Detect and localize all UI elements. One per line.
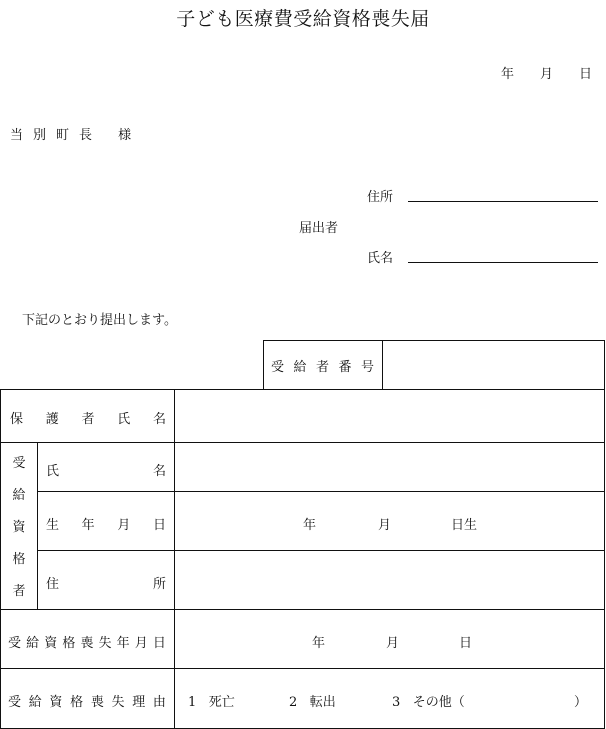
label-char: 名 [152,412,166,427]
date-day-unit: 日 [578,67,592,82]
label-char: 名 [152,464,166,479]
label-char: 喪 [90,695,104,710]
reason-option-other[interactable] [392,691,465,710]
label-char: 失 [111,695,125,710]
label-char: 保 [10,412,24,427]
label-char: 氏 [46,464,60,479]
dob-label [46,514,166,533]
intro-text: 下記のとおり提出します。 [22,313,177,328]
recipient-address-label [46,573,166,592]
applicant-address-field[interactable] [408,201,598,202]
option-text: その他（ [412,695,465,710]
table-line [0,442,605,443]
loss-date-label [8,632,166,651]
dob-day-unit: 日生 [451,518,478,533]
recipient-address-field[interactable] [176,552,603,608]
label-char: 受 [271,360,285,375]
table-line [0,389,605,390]
label-char: 理 [132,695,146,710]
label-char: 号 [360,360,374,375]
recipient-name-field[interactable] [176,444,603,490]
recipient-group-label: 受給資格者 [12,456,26,599]
table-line [37,491,605,492]
dob-month-unit: 月 [378,518,392,533]
label-char: 日 [152,518,166,533]
option-text: 死亡 [208,695,235,710]
label-char: 給 [28,695,42,710]
label-text [46,514,166,533]
option-number: 1 [188,695,197,710]
table-line [174,389,175,729]
label-char: 護 [45,412,59,427]
table-line [37,442,38,609]
label-char: 給 [26,636,40,651]
label-char: 給 [293,360,307,375]
guardian-name-field[interactable] [176,391,603,441]
guardian-name-label [10,408,166,427]
label-char: 者 [315,360,329,375]
date-year-unit: 年 [500,67,514,82]
table-line [382,340,383,389]
recipient-name-label [46,460,166,479]
form-title: 子ども医療費受給資格喪失届 [176,8,430,30]
date-month-unit: 月 [539,67,553,82]
label-char: 資 [44,636,58,651]
addressee-honorific: 様 [118,128,132,143]
recipient-number-label [271,356,374,375]
table-line [604,340,605,729]
table-line [0,389,1,729]
addressee [10,124,131,143]
label-char: 年 [116,636,130,651]
reason-option-moveout[interactable] [289,691,336,710]
submission-date [501,63,592,82]
label-text [46,573,166,592]
label-text [8,691,166,710]
label-char: 氏 [117,412,131,427]
label-char: 月 [134,636,148,651]
table-line [37,550,605,551]
recipient-number-field[interactable] [384,342,603,387]
table-line [263,340,605,341]
label-char: 受 [8,636,22,651]
reason-option-death[interactable] [188,691,235,710]
label-char: 所 [152,577,166,592]
reason-other-close-paren: ） [574,695,588,710]
option-number: 2 [289,695,298,710]
loss-date-month-unit: 月 [386,636,400,651]
label-text [46,460,166,479]
applicant-group-label: 届出者 [299,221,339,236]
label-char: 住 [46,577,60,592]
loss-date-day-unit: 日 [459,636,473,651]
option-text: 転出 [309,695,336,710]
dob-year-unit: 年 [303,518,317,533]
label-char: 者 [81,412,95,427]
label-char: 日 [152,636,166,651]
label-char: 失 [98,636,112,651]
loss-date-year-unit: 年 [312,636,326,651]
label-char: 格 [62,636,76,651]
label-char: 資 [49,695,63,710]
table-line [263,340,264,389]
label-char: 月 [117,518,131,533]
applicant-address-label: 住所 [367,190,394,205]
label-char [271,356,374,375]
label-char: 生 [46,518,60,533]
applicant-name-field[interactable] [408,262,598,263]
label-char: 番 [338,360,352,375]
loss-reason-label [8,691,166,710]
option-number: 3 [392,695,401,710]
label-char: 年 [81,518,95,533]
label-text [10,408,166,427]
label-char: 格 [70,695,84,710]
applicant-name-label: 氏名 [367,251,394,266]
label-text [8,632,166,651]
label-char: 受 [8,695,22,710]
label-char: 由 [152,695,166,710]
label-char: 喪 [80,636,94,651]
addressee-name: 当別町長 [10,128,103,143]
table-line [0,668,605,669]
table-line [0,609,605,610]
